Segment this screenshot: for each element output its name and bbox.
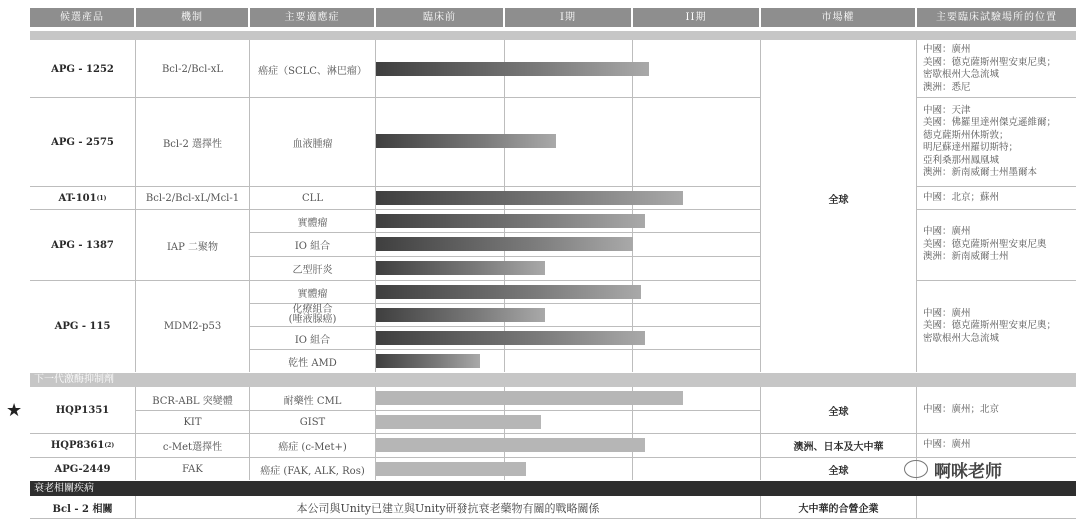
market-global: 全球 — [828, 194, 849, 206]
progress-bar — [376, 438, 645, 452]
section-band-top — [30, 31, 1076, 40]
grid-line — [375, 40, 376, 372]
indication-at101: CLL — [302, 192, 323, 204]
location-line: 中國：廣州 — [923, 439, 971, 451]
grid-line — [632, 40, 633, 372]
locations-hqp1351 — [917, 388, 1076, 433]
header-market: 市場權 — [761, 8, 915, 27]
progress-bar — [376, 308, 545, 322]
mechanism-apg1387: IAP 二聚物 — [166, 241, 219, 253]
mechanism-apg2575: Bcl-2 選擇性 — [162, 138, 223, 150]
indication-apg2449: 癌症 (FAK, ALK, Ros) — [260, 465, 365, 477]
indication-apg115-1: 實體瘤 — [297, 288, 328, 300]
locations-at101 — [917, 187, 1076, 209]
candidate-hqp8361 — [30, 434, 135, 457]
mechanism-at101: Bcl-2/Bcl-xL/Mcl-1 — [145, 192, 240, 204]
location-line: 亞利桑那州鳳凰城 — [923, 154, 1000, 166]
location-line: 澳洲：新南威爾士州 — [923, 251, 1009, 263]
market-apg2449: 全球 — [828, 465, 849, 477]
progress-bar — [376, 237, 633, 251]
location-line: 中國：廣州 — [923, 307, 971, 319]
market-jv: 大中華的合營企業 — [798, 504, 879, 515]
wechat-icon — [904, 460, 928, 478]
progress-bar — [376, 415, 541, 429]
star-icon: ★ — [6, 400, 23, 421]
candidate-apg2575: APG - 2575 — [51, 136, 114, 148]
location-line: 中國：廣州 — [923, 226, 971, 238]
row-divider — [30, 518, 1076, 519]
candidate-hqp1351: HQP1351 — [55, 405, 110, 416]
mechanism-apg1252: Bcl-2/Bcl-xL — [161, 63, 224, 75]
indication-apg1387-2: IO 組合 — [294, 241, 331, 252]
progress-bar — [376, 214, 645, 228]
indication-hqp1351-2: GIST — [299, 416, 326, 428]
header-indication: 主要適應症 — [250, 8, 374, 27]
indication-hqp8361: 癌症 (c-Met+) — [278, 442, 347, 453]
indication-line: 化療組合 — [292, 304, 333, 315]
indication-apg1387-3: 乙型肝炎 — [292, 265, 333, 276]
header-preclinical: 臨床前 — [376, 8, 503, 27]
market-hqp1351: 全球 — [828, 407, 849, 418]
market-hqp8361: 澳洲、日本及大中華 — [793, 442, 884, 453]
candidate-apg2449: APG-2449 — [54, 463, 111, 475]
indication-line: (唾液腺癌) — [288, 314, 337, 325]
watermark-text: 啊咪老师 — [934, 461, 1002, 482]
progress-bar — [376, 462, 526, 476]
grid-line — [504, 40, 505, 372]
unity-partnership-note: 本公司與Unity已建立與Unity研發抗衰老藥物有關的戰略關係 — [296, 501, 600, 515]
header-location: 主要臨床試驗場所的位置 — [917, 8, 1076, 27]
header-mechanism: 機制 — [136, 8, 248, 27]
progress-bar — [376, 134, 556, 148]
location-line: 密歇根州大急流城 — [923, 69, 1000, 80]
candidate-label: HQP8361 — [50, 440, 105, 451]
progress-bar — [376, 261, 545, 275]
section-aging: 衰老相關疾病 — [30, 481, 1076, 496]
locations-apg1252 — [917, 41, 1076, 97]
candidate-at101 — [30, 187, 135, 209]
candidate-apg115: APG - 115 — [54, 321, 111, 332]
location-line: 澳洲：新南威爾士州墨爾本 — [923, 167, 1038, 178]
indication-apg1252: 癌症（SCLC、淋巴瘤） — [258, 65, 367, 77]
location-line: 中國：北京；蘇州 — [923, 191, 1000, 203]
locations-apg1387 — [917, 210, 1076, 280]
candidate-label: AT-101 — [58, 192, 97, 204]
watermark — [904, 456, 1002, 482]
mechanism-hqp1351-2: KIT — [183, 416, 202, 428]
indication-apg2575: 血液腫瘤 — [292, 138, 333, 150]
section-next-gen: 下一代激酶抑制劑 — [30, 373, 1076, 387]
candidate-bcl2: Bcl - 2 相關 — [52, 504, 113, 515]
location-line: 德克薩斯州休斯敦； — [923, 129, 1009, 141]
location-line: 澳洲：悉尼 — [923, 81, 971, 93]
locations-hqp8361 — [917, 434, 1076, 457]
locations-apg115 — [917, 281, 1076, 372]
header-phase2: II期 — [633, 8, 759, 27]
location-line: 美國：佛羅里達州傑克遜維爾； — [923, 117, 1057, 128]
indication-apg115-2 — [250, 304, 375, 326]
location-line: 明尼蘇達州羅切斯特； — [923, 142, 1019, 153]
mechanism-hqp8361: c-Met選擇性 — [162, 442, 223, 453]
progress-bar — [376, 354, 480, 368]
location-line: 美國：德克薩斯州聖安東尼奧 — [923, 238, 1047, 250]
footnote-marker: (2) — [104, 442, 115, 449]
indication-apg1387-1: 實體瘤 — [297, 217, 328, 229]
candidate-apg1252: APG - 1252 — [51, 63, 114, 75]
progress-bar — [376, 331, 645, 345]
progress-bar — [376, 62, 649, 76]
location-line: 中國：廣州；北京 — [923, 404, 1000, 416]
header-phase1: I期 — [505, 8, 631, 27]
indication-hqp1351-1: 耐藥性 CML — [283, 395, 342, 407]
location-line: 美國：德克薩斯州聖安東尼奧； — [923, 56, 1057, 68]
location-line: 密歇根州大急流城 — [923, 332, 1000, 344]
location-line: 中國：廣州 — [923, 44, 971, 55]
location-line: 中國：天津 — [923, 104, 971, 116]
footnote-marker: (1) — [96, 194, 107, 202]
locations-apg2575 — [917, 98, 1076, 186]
grid-line — [916, 496, 917, 518]
progress-bar — [376, 191, 683, 205]
progress-bar — [376, 285, 641, 299]
location-line: 美國：德克薩斯州聖安東尼奧； — [923, 320, 1057, 332]
indication-apg115-3: IO 組合 — [294, 334, 331, 346]
header-candidate: 候選產品 — [30, 8, 134, 27]
candidate-apg1387: APG - 1387 — [51, 239, 114, 251]
progress-bar — [376, 391, 683, 405]
mechanism-apg115: MDM2-p53 — [163, 321, 222, 332]
indication-apg115-4: 乾性 AMD — [288, 357, 337, 369]
mechanism-hqp1351-1: BCR-ABL 突變體 — [152, 395, 233, 407]
mechanism-apg2449: FAK — [182, 463, 203, 475]
